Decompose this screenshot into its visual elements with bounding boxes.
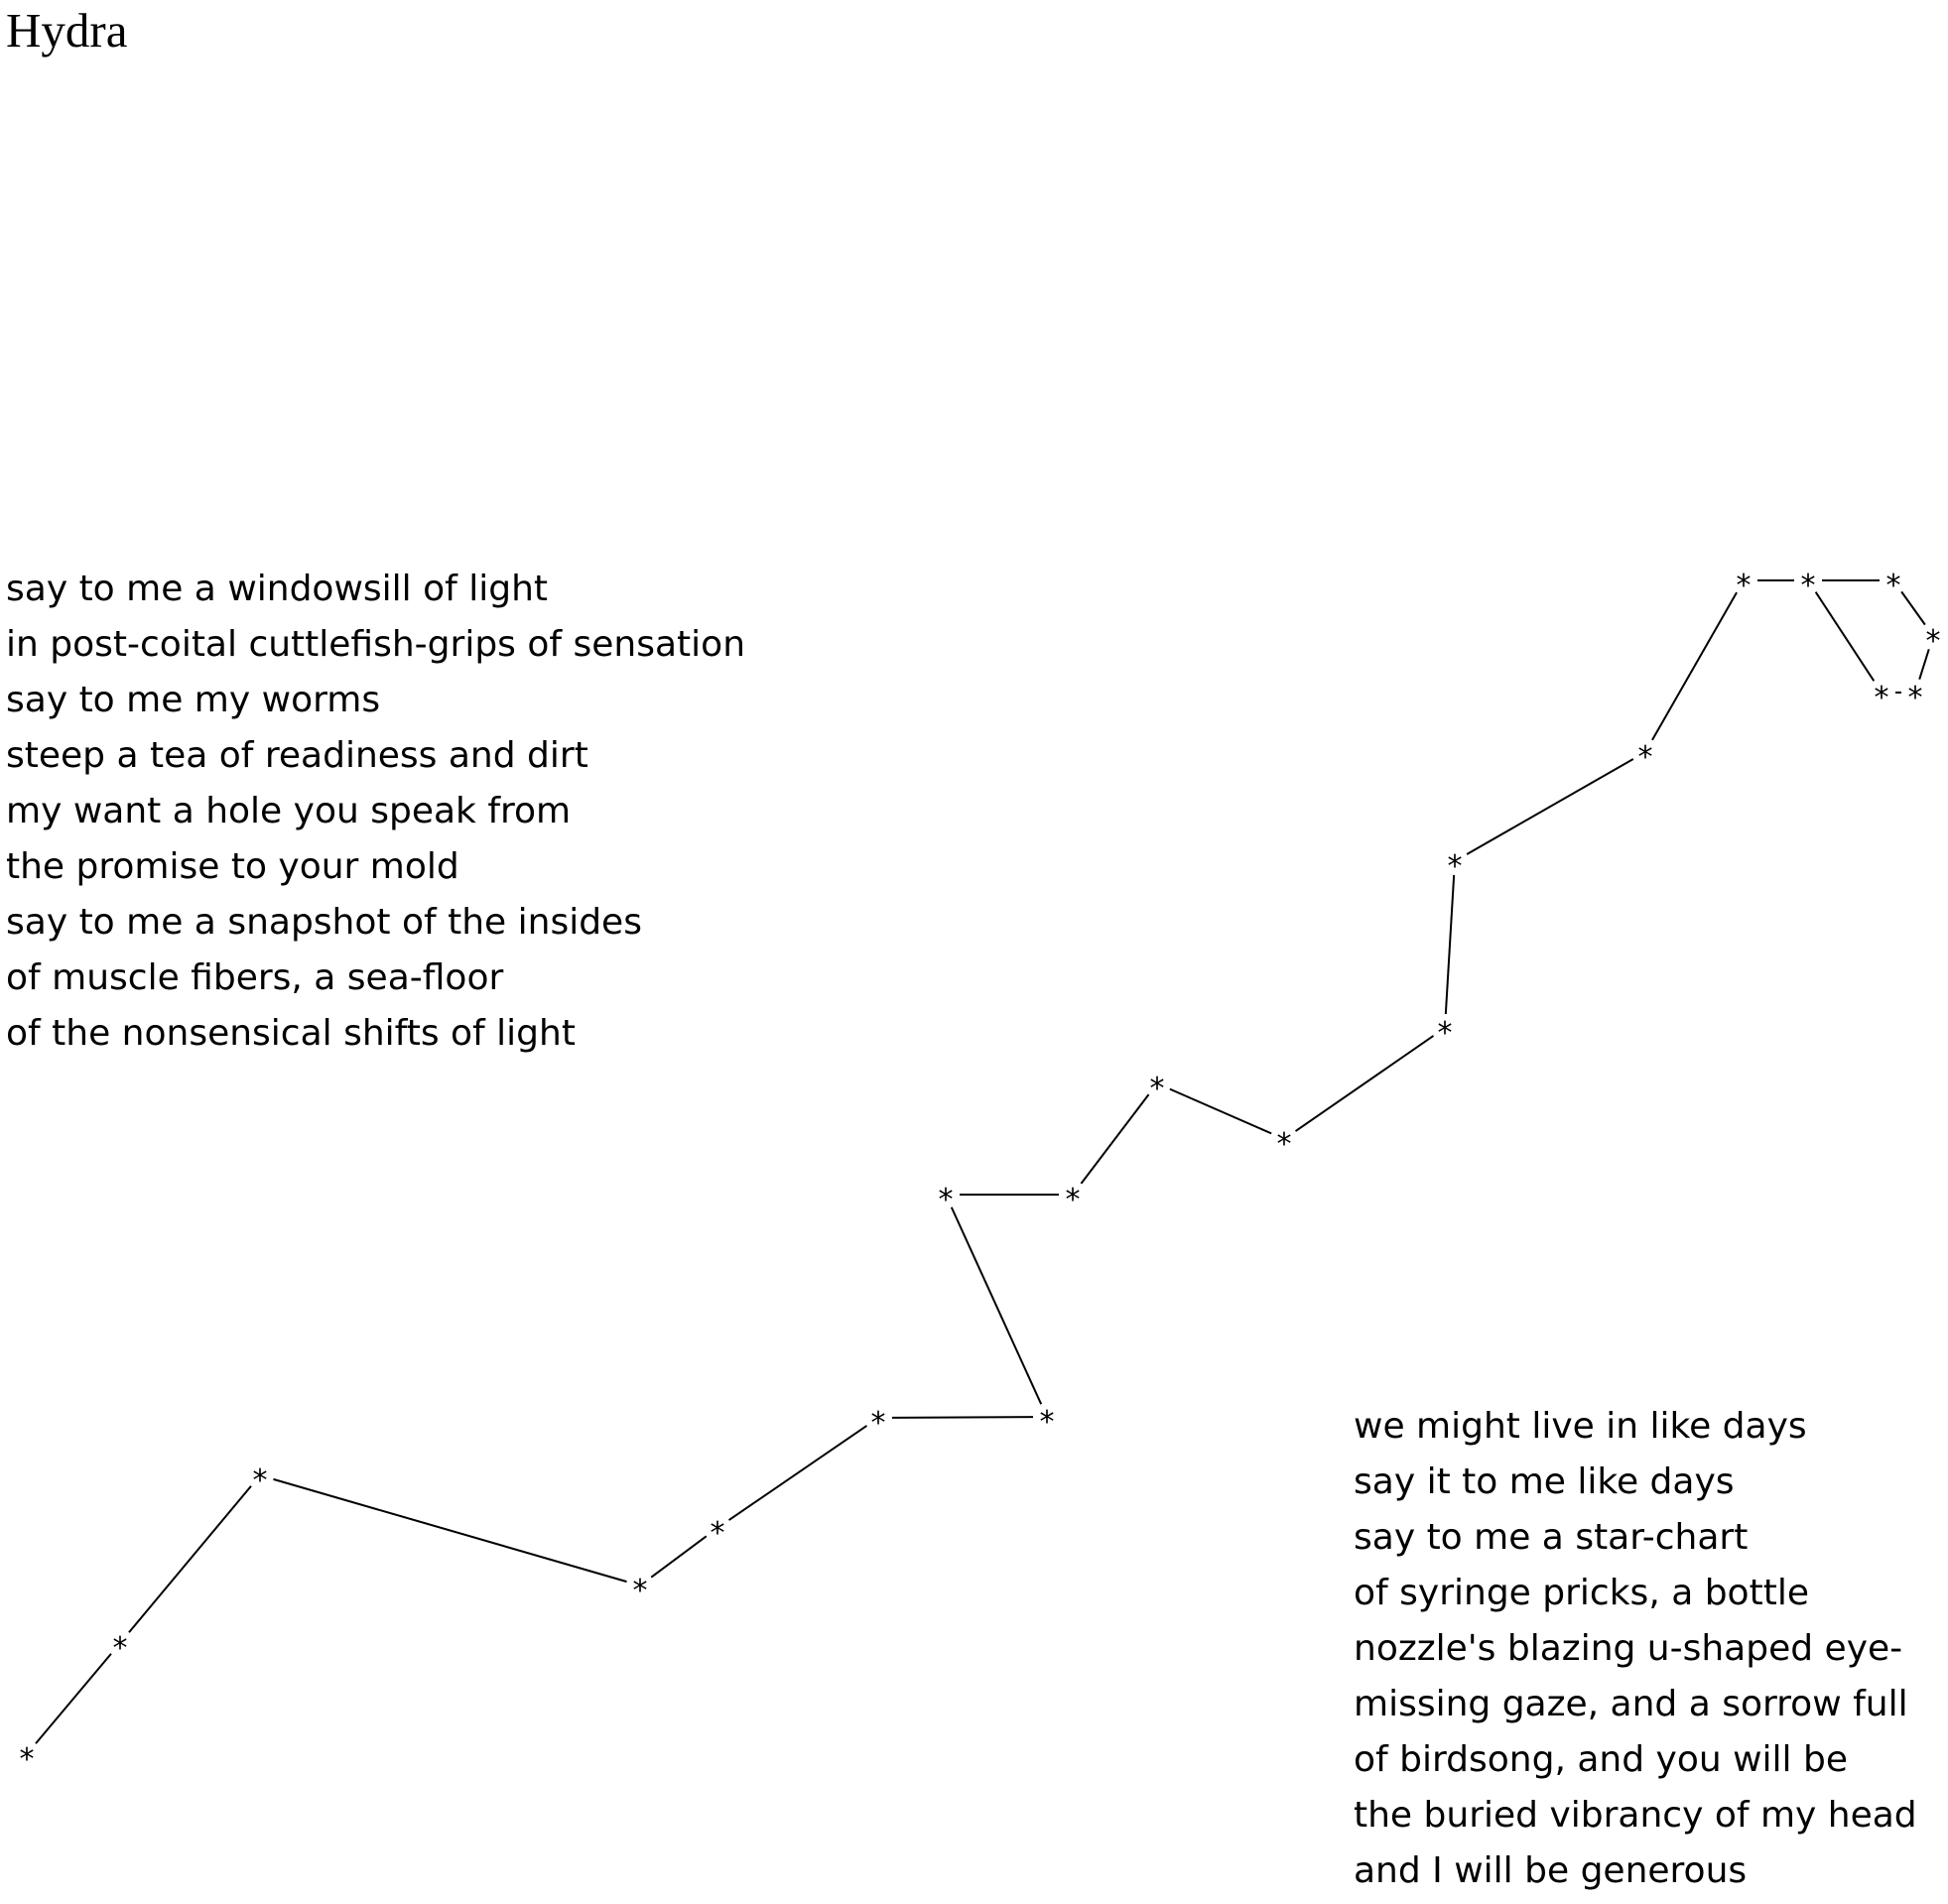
constellation-star: * [1907,681,1923,715]
poem-line: the promise to your mold [6,846,459,887]
constellation-star: * [1637,740,1653,775]
constellation-link [129,1486,251,1633]
poem-line: say to me my worms [6,680,381,720]
constellation-star: * [1800,569,1816,603]
constellation-link [36,1654,111,1744]
constellation-star: * [1736,569,1752,603]
constellation-link [1901,591,1925,624]
constellation-star: * [112,1631,128,1666]
constellation-star: * [1039,1405,1055,1440]
poem-line: missing gaze, and a sorrow full [1354,1684,1908,1724]
poem-line: the buried vibrancy of my head [1354,1795,1917,1836]
constellation-star: * [1437,1016,1453,1051]
constellation-star: * [1065,1183,1081,1217]
constellation-star: * [870,1406,886,1441]
poem-line: say to me a windowsill of light [6,569,549,609]
constellation-star: * [1874,681,1889,715]
constellation-stars [20,569,1941,1777]
constellation-star: * [1447,849,1463,884]
constellation-link [1170,1089,1271,1134]
constellation-link [1081,1094,1148,1184]
constellation-star: * [252,1463,268,1498]
poem-line: we might live in like days [1354,1406,1807,1447]
poem-line: of birdsong, and you will be [1354,1739,1849,1780]
constellation-star: * [1925,624,1941,659]
constellation-link [729,1426,867,1520]
constellation-star: * [632,1574,648,1608]
poem-line: say to me a star-chart [1354,1517,1749,1558]
constellation-link [1296,1036,1434,1131]
constellation-star: * [1885,569,1901,603]
poem-line: say to me a snapshot of the insides [6,902,642,943]
poem-line: my want a hole you speak from [6,791,572,831]
poem-line: say it to me like days [1354,1461,1735,1502]
constellation-link [892,1417,1033,1418]
constellation-link [1816,592,1875,682]
constellation-star: * [1149,1072,1165,1106]
constellation-star: * [938,1183,954,1217]
poem-line: of muscle fibers, a sea-floor [6,957,504,998]
constellation-link [273,1479,626,1582]
poem-line: steep a tea of readiness and dirt [6,735,588,776]
constellation-link [1446,875,1454,1014]
constellation-link [952,1207,1041,1405]
constellation-link [1652,592,1737,740]
constellation-link [651,1536,707,1577]
constellation-star: * [1276,1127,1292,1162]
poem-line: and I will be generous [1354,1850,1748,1891]
poem-line: of syringe pricks, a bottle [1354,1573,1809,1613]
constellation-star: * [19,1742,35,1777]
constellation-star: * [710,1516,725,1551]
poem-line: in post-coital cuttlefish-grips of sensation [6,624,746,665]
poem-title: Hydra [6,3,128,58]
constellation-link [1467,759,1633,854]
poem-line: nozzle's blazing u-shaped eye- [1354,1628,1903,1669]
poem-line: of the nonsensical shifts of light [6,1013,576,1054]
